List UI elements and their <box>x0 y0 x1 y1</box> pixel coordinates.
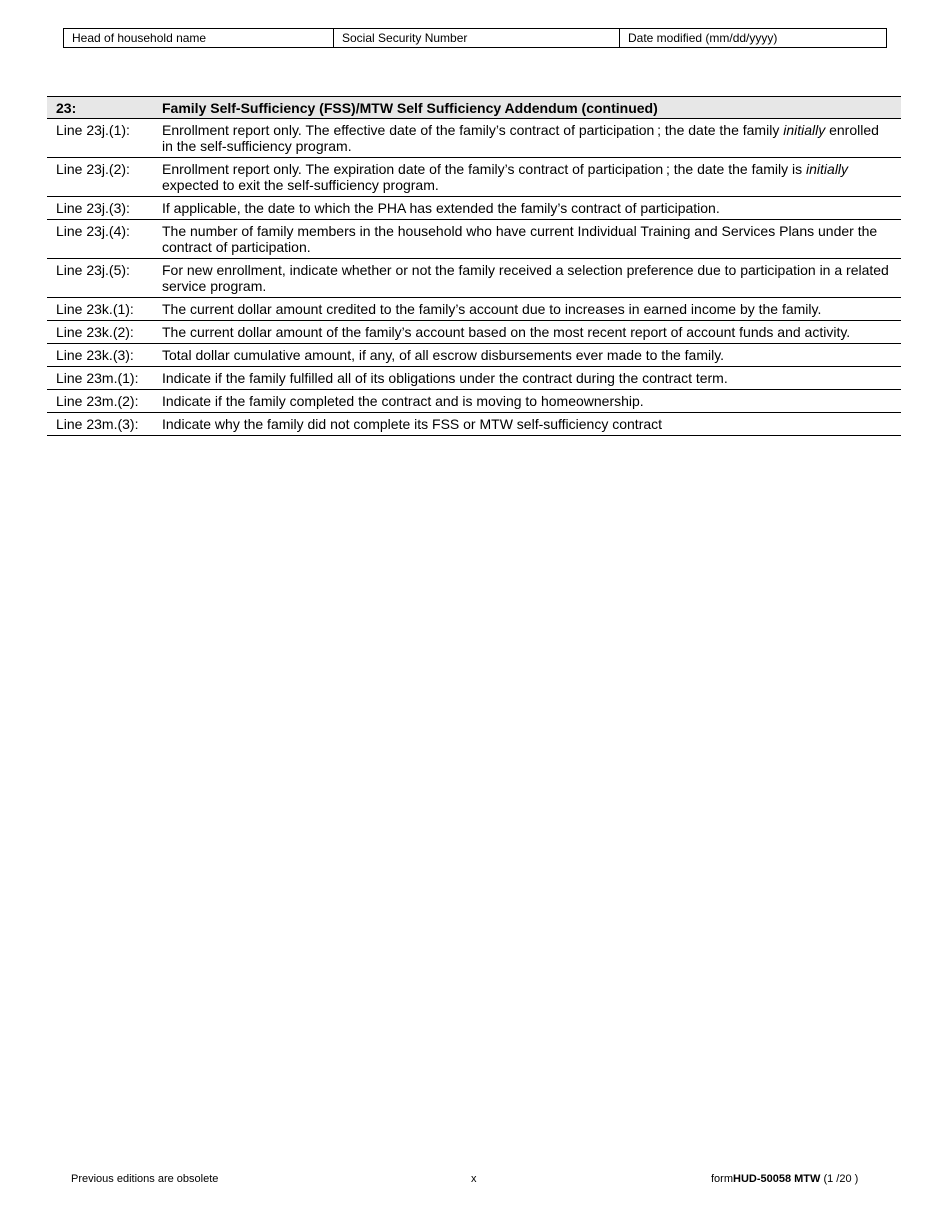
line-description: The current dollar amount credited to the family’s account due to increases in earned income by the family. <box>156 298 901 321</box>
obsolete-notice: Previous editions are obsolete <box>71 1173 219 1185</box>
line-description <box>156 158 901 197</box>
form-id: HUD-50058 MTW <box>733 1173 821 1185</box>
table-row <box>47 298 901 321</box>
form-date: (1 /20 ) <box>820 1173 859 1185</box>
form-identifier <box>711 1172 858 1186</box>
table-row <box>47 390 901 413</box>
description-text: enrolled in the self-sufficiency program. <box>162 122 879 154</box>
description-text: Enrollment report only. The effective date of the family’s contract of participation ; the date the family <box>162 122 784 138</box>
line-number: Line 23j.(5): <box>47 259 156 298</box>
section-title: Family Self-Sufficiency (FSS)/MTW Self Sufficiency Addendum (continued) <box>156 97 901 119</box>
emphasis-text: initially <box>806 161 849 177</box>
line-description <box>156 119 901 158</box>
table-row <box>47 344 901 367</box>
line-number: Line 23m.(3): <box>47 413 156 436</box>
line-number: Line 23k.(2): <box>47 321 156 344</box>
table-row <box>47 119 901 158</box>
emphasis-text: initially <box>783 122 826 138</box>
table-row <box>47 259 901 298</box>
line-description: Total dollar cumulative amount, if any, of all escrow disbursements ever made to the family. <box>156 344 901 367</box>
line-description: Indicate if the family fulfilled all of its obligations under the contract during the contract term. <box>156 367 901 390</box>
table-row <box>47 413 901 436</box>
section-header-row <box>47 97 901 119</box>
table-row <box>47 321 901 344</box>
page-number: x <box>471 1173 477 1185</box>
date-modified-field[interactable]: Date modified (mm/dd/yyyy) <box>628 31 778 45</box>
table-row <box>47 220 901 259</box>
section-number: 23: <box>47 97 156 119</box>
line-number: Line 23m.(2): <box>47 390 156 413</box>
line-description: Indicate if the family completed the contract and is moving to homeownership. <box>156 390 901 413</box>
line-number: Line 23k.(1): <box>47 298 156 321</box>
line-number: Line 23j.(2): <box>47 158 156 197</box>
form-prefix: form <box>711 1173 733 1185</box>
line-number: Line 23j.(3): <box>47 197 156 220</box>
table-row <box>47 197 901 220</box>
line-number: Line 23m.(1): <box>47 367 156 390</box>
description-text: expected to exit the self-sufficiency program. <box>162 177 439 193</box>
fss-instructions-table <box>47 96 901 436</box>
household-header-bar <box>63 28 887 48</box>
table-row <box>47 367 901 390</box>
line-number: Line 23k.(3): <box>47 344 156 367</box>
line-number: Line 23j.(4): <box>47 220 156 259</box>
line-description: The current dollar amount of the family’s account based on the most recent report of account funds and activity. <box>156 321 901 344</box>
line-description: For new enrollment, indicate whether or not the family received a selection preference due to participation in a related service program. <box>156 259 901 298</box>
line-description: If applicable, the date to which the PHA has extended the family’s contract of participation. <box>156 197 901 220</box>
line-description: The number of family members in the household who have current Individual Training and Services Plans under the contract of participation. <box>156 220 901 259</box>
head-of-household-field[interactable]: Head of household name <box>64 29 334 47</box>
line-description: Indicate why the family did not complete its FSS or MTW self-sufficiency contract <box>156 413 901 436</box>
description-text: Enrollment report only. The expiration date of the family’s contract of participation ; the date the family is <box>162 161 807 177</box>
line-number: Line 23j.(1): <box>47 119 156 158</box>
table-row <box>47 158 901 197</box>
ssn-field[interactable]: Social Security Number <box>334 29 620 47</box>
